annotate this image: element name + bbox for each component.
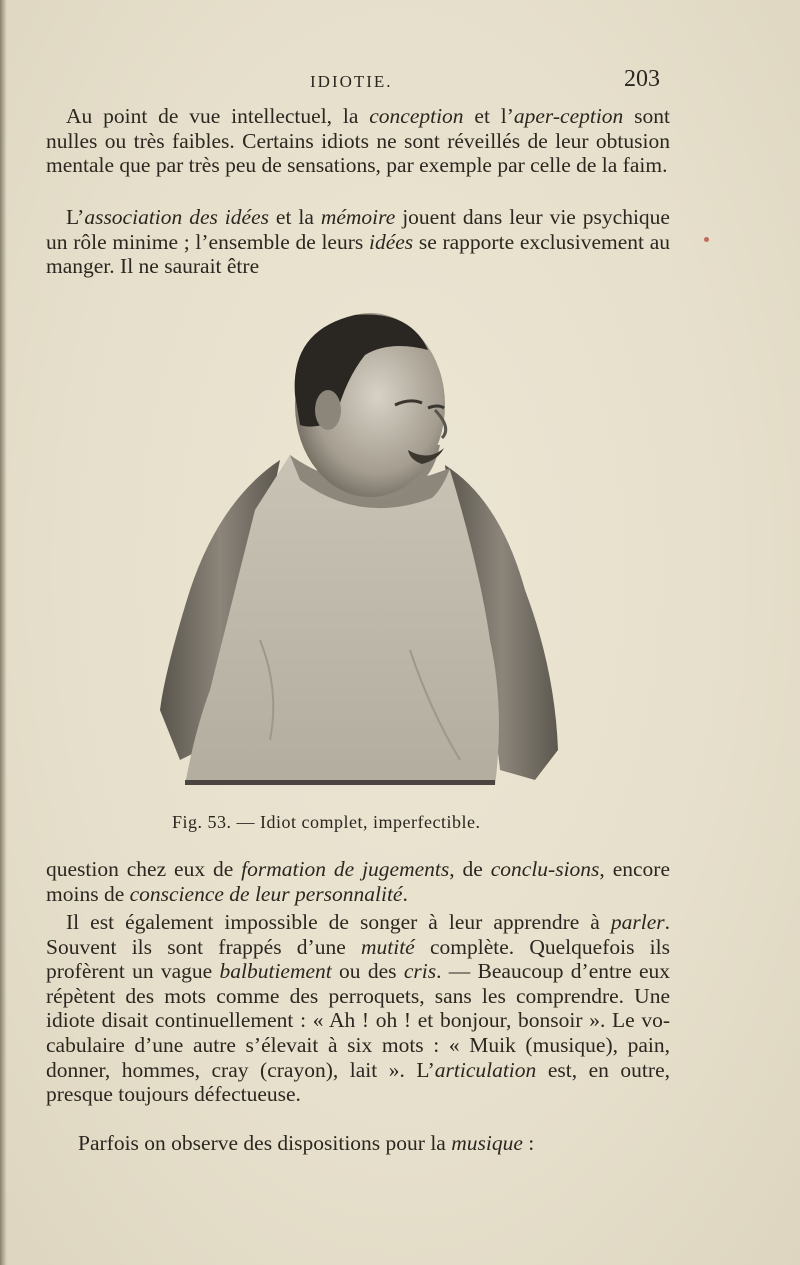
figure-photograph [160,310,560,785]
page-number: 203 [624,66,660,92]
paragraph-association: L’association des idées et la mémoire jouent dans leur vie psychique un rôle minime ; l’ensemble de leurs idées se rapporte exclusivement au manger. Il ne saurait être [46,205,671,279]
paragraph-intellect: Au point de vue intellectuel, la conception et l’aper-ception sont nulles ou très faibles. Certains idiots ne sont réveillés de leur obtusion mentale que par très peu de sensations, par exemple par celle de la faim. [46,104,670,178]
figure-caption: Fig. 53. — Idiot complet, imperfectible. [172,812,481,832]
ink-speck [704,237,709,242]
smock-body [160,455,558,785]
paragraph-music: Parfois on observe des dispositions pour la musique : [78,1131,535,1155]
paragraph-judgement: question chez eux de formation de jugements, de conclu-sions, encore moins de conscience de leur personnalité. [46,857,670,906]
paragraph-speech: Il est également impossible de songer à leur apprendre à parler. Souvent ils sont frappés d’une mutité complète. Quelquefois ils profèrent un vague balbutiement ou des cris. — Beaucoup d’entre eux répètent des mots comme des perroquets, sans les comprendre. Une idiote disait continuellement : « Ah ! oh ! et bonjour, bonsoir ». Le vo-cabulaire d’une autre s’élevait à six mots : « Muik (musique), pain, donner, hommes, cray (crayon), lait ». L’articulation est, en outre, presque toujours défectueuse. [46,910,670,1107]
running-head-title: IDIOTIE. [310,72,393,91]
page-binding-edge [0,0,7,1265]
running-head [0,66,800,96]
